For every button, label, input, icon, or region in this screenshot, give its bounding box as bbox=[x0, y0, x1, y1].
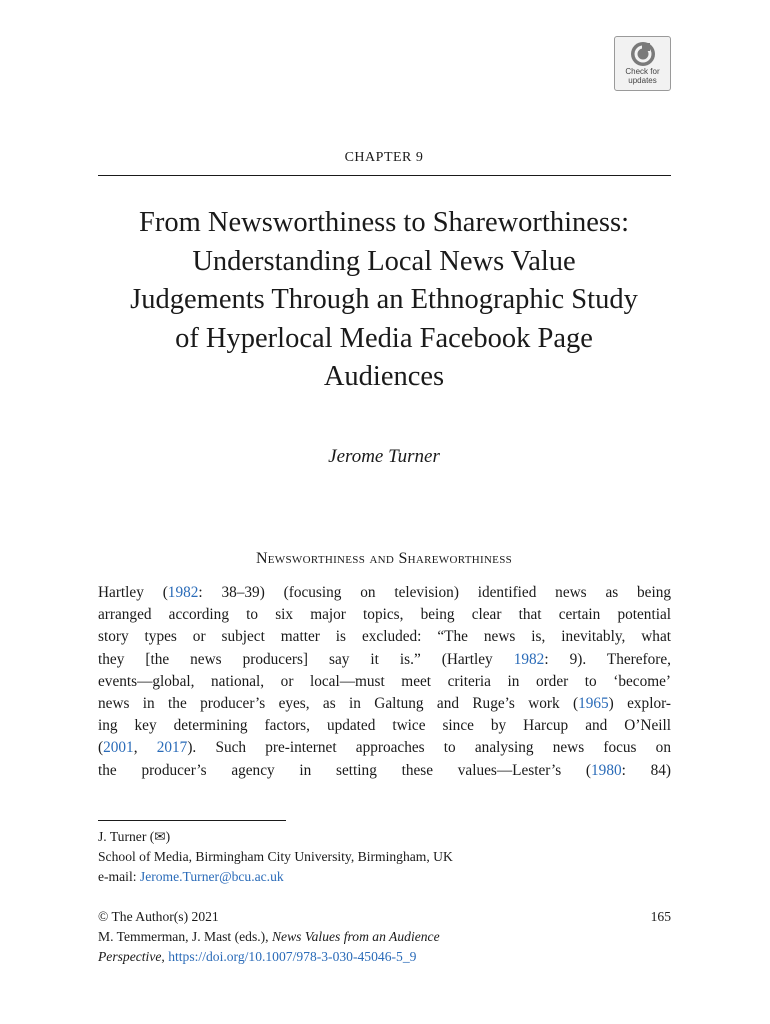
title-line: Understanding Local News Value bbox=[192, 245, 576, 277]
title-line: From Newsworthiness to Shareworthiness: bbox=[139, 207, 629, 238]
body-text-segment: ). Such pre-internet approaches to analysing news focus on bbox=[187, 739, 671, 757]
body-text-segment: ( bbox=[98, 739, 104, 757]
body-line bbox=[98, 671, 671, 693]
body-line bbox=[98, 760, 671, 782]
body-text-segment: they [the news producers] say it is.” (Hartley bbox=[98, 650, 514, 668]
book-citation-line bbox=[98, 927, 671, 947]
footnote-author-line: J. Turner (✉) bbox=[98, 829, 171, 844]
badge-text-line2: updates bbox=[628, 76, 657, 85]
book-citation-line-2 bbox=[98, 947, 671, 967]
body-text-segment: ) explor- bbox=[608, 694, 671, 712]
footnote-affiliation: School of Media, Birmingham City University, Birmingham, UK bbox=[98, 849, 453, 864]
citation-link[interactable]: 1980 bbox=[591, 761, 622, 779]
check-updates-icon bbox=[630, 41, 656, 67]
title-line: Judgements Through an Ethnographic Study bbox=[130, 284, 638, 315]
citation-link[interactable]: 1982 bbox=[513, 650, 545, 668]
body-paragraph bbox=[98, 582, 671, 782]
body-text-segment: ing key determining factors, updated twice since by Harcup and O’Neill bbox=[98, 717, 671, 735]
chapter-label: CHAPTER 9 bbox=[344, 150, 424, 165]
body-text-segment: arranged according to six major topics, being clear that certain potential bbox=[98, 606, 671, 624]
author-name: Jerome Turner bbox=[328, 446, 440, 467]
copyright-line: © The Author(s) 2021 bbox=[98, 909, 219, 924]
citation-link[interactable]: 2017 bbox=[156, 739, 188, 757]
check-for-updates-badge[interactable] bbox=[614, 36, 671, 91]
copyright-block bbox=[98, 907, 671, 967]
body-text-segment: : 84) bbox=[621, 761, 672, 779]
citation-link[interactable]: 1965 bbox=[578, 694, 609, 712]
body-text-segment: story types or subject matter is excluded: “The news is, inevitably, what bbox=[98, 628, 671, 646]
body-line bbox=[98, 649, 671, 671]
footnote-rule bbox=[98, 820, 286, 821]
body-line bbox=[98, 604, 671, 626]
title-line: of Hyperlocal Media Facebook Page bbox=[175, 322, 593, 354]
body-text-segment: : 9). Therefore, bbox=[544, 650, 671, 668]
citation-link[interactable]: 2001 bbox=[103, 739, 134, 757]
body-text-segment: Hartley ( bbox=[98, 584, 168, 601]
book-title-part1: News Values from an Audience bbox=[271, 929, 440, 944]
body-line bbox=[98, 693, 671, 715]
body-line bbox=[98, 715, 671, 737]
body-line bbox=[98, 582, 671, 604]
book-editors: M. Temmerman, J. Mast (eds.), bbox=[98, 929, 272, 944]
author-footnote bbox=[98, 827, 671, 887]
section-heading: Newsworthiness and Shareworthiness bbox=[255, 550, 513, 567]
title-line: Audiences bbox=[323, 361, 445, 392]
citation-link[interactable]: 1982 bbox=[167, 584, 199, 601]
page-number: 165 bbox=[650, 909, 671, 924]
doi-link[interactable]: https://doi.org/10.1007/978-3-030-45046-5_9 bbox=[168, 949, 417, 964]
body-line bbox=[98, 737, 671, 759]
email-link[interactable]: Jerome.Turner@bcu.ac.uk bbox=[139, 869, 284, 884]
body-text-segment: the producer’s agency in setting these values—Lester’s ( bbox=[98, 761, 592, 779]
footnote-email-line bbox=[98, 867, 671, 887]
body-line bbox=[98, 626, 671, 648]
chapter-rule bbox=[98, 175, 671, 176]
body-text-segment: , bbox=[133, 739, 157, 757]
body-text-segment: events—global, national, or local—must meet criteria in order to ‘become’ bbox=[98, 672, 671, 690]
email-label: e-mail: bbox=[98, 869, 140, 884]
body-text-segment: : 38–39) (focusing on television) identified news as being bbox=[198, 584, 671, 601]
body-text-segment: news in the producer’s eyes, as in Galtung and Ruge’s work ( bbox=[98, 694, 579, 712]
citation-separator: , bbox=[161, 949, 169, 964]
book-title-part2: Perspective bbox=[98, 949, 162, 964]
badge-text-line1: Check for bbox=[625, 67, 660, 76]
chapter-title bbox=[88, 204, 680, 397]
